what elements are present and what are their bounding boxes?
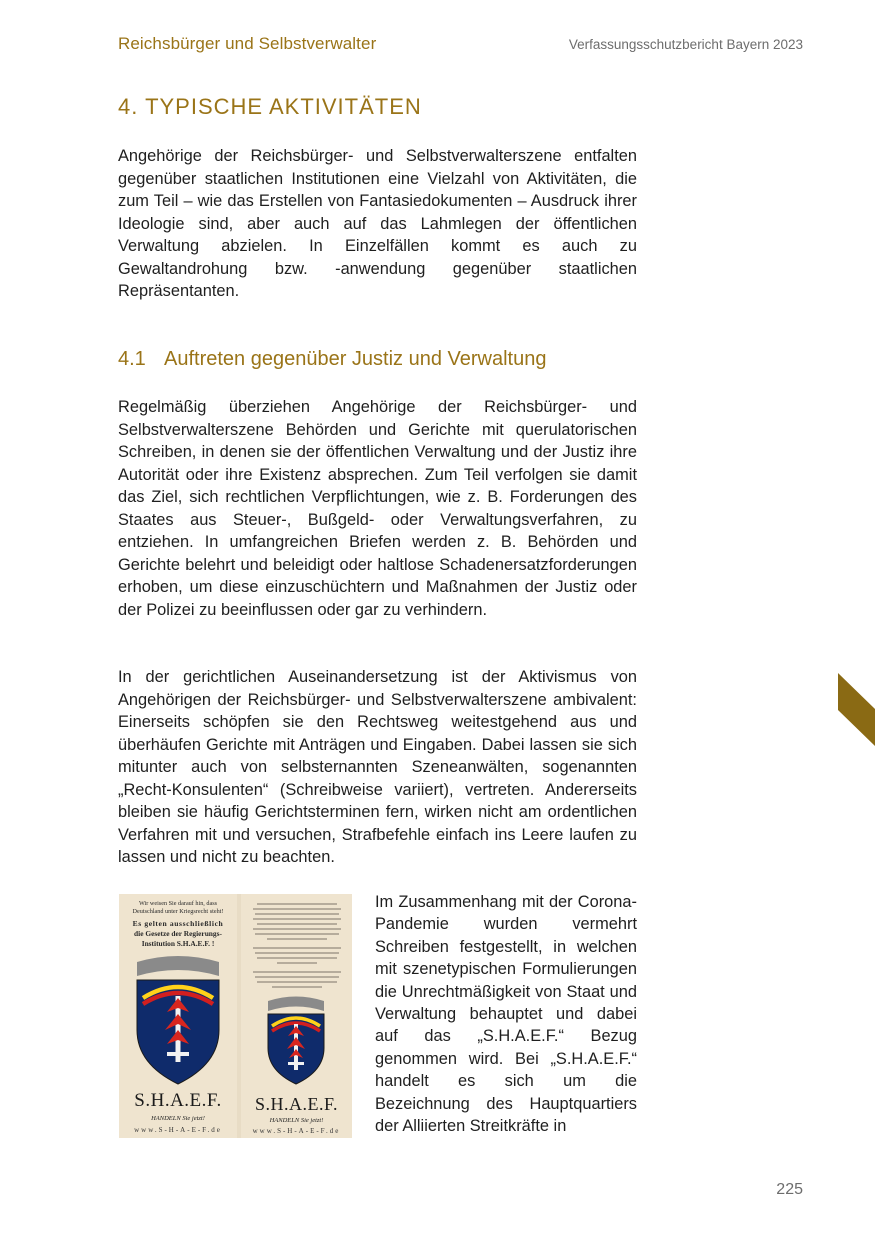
poster-line-4: die Gesetze der Regierungs- — [134, 929, 222, 938]
running-header-chapter: Reichsbürger und Selbstverwalter — [118, 34, 377, 53]
poster-line-5: Institution S.H.A.E.F. ! — [141, 939, 215, 948]
body-paragraph-3: Im Zusammenhang mit der Corona-Pandemie wurden vermehrt Schreiben festgestellt, in welchen mit szenetypischen Formulierungen die Unrechtmäßigkeit von Staat und Verwaltung behauptet und dabei auf das „S.H.A.E.F.“ Bezug genommen wird. Bei „S.H.A.E.F.“ handelt es sich um die Bezeichnung des Hauptquartiers der Alliierten Streitkräfte in — [375, 893, 637, 1136]
shaef-title-left: S.H.A.E.F. — [134, 1090, 222, 1111]
shaef-poster-left — [119, 894, 237, 1138]
section-heading — [118, 348, 546, 371]
shaef-title-right: S.H.A.E.F. — [254, 1094, 339, 1114]
shaef-website-left: www.S-H-A-E-F.de — [134, 1126, 222, 1134]
intro-paragraph: Angehörige der Reichsbürger- und Selbstverwalterszene entfalten gegenüber staatlichen Institutionen eine Vielzahl von Aktivitäten, die zum Teil – wie das Erstellen von Fantasiedokumenten – Ausdruck ihrer Ideologie sind, aber auch auf das Lahmlegen der öffentlichen Verwaltung abzielen. In Einzelfällen kommt es auch zu Gewaltandrohung bzw. -anwendung gegenüber staatlichen Repräsentanten. — [118, 147, 637, 300]
poster-line-3: Es gelten ausschließlich — [132, 919, 224, 928]
shaef-slogan-right: HANDELN Sie jetzt! — [269, 1117, 324, 1124]
shaef-slogan-left: HANDELN Sie jetzt! — [151, 1115, 205, 1122]
shaef-poster-figure — [119, 894, 352, 1138]
section-title: Auftreten gegenüber Justiz und Verwaltung — [164, 348, 547, 370]
body-paragraph-2: In der gerichtlichen Auseinandersetzung ist der Aktivismus von Angehörigen der Reichsbürger- und Selbstverwalterszene ambivalent: Einerseits schöpfen sie den Rechtsweg weitestgehend aus und überhäufen Gerichte mit Anträgen und Eingaben. Dabei lassen sie sich mitunter auch von selbsternannten Szeneanwälten, sogenannten „Recht-Konsulenten“ (Schreibweise variiert), vertreten. Andererseits bleiben sie häufig Gerichtsterminen fern, wirken nicht am ordentlichen Verfahren mit und versuchen, Strafbefehle einfach ins Leere laufen zu lassen und nicht zu beachten. — [118, 668, 637, 866]
poster-small-print — [247, 900, 347, 990]
poster-line-1: Wir weisen Sie darauf hin, dass — [138, 900, 218, 907]
chapter-tab-marker — [838, 673, 875, 746]
shaef-website-right: www.S-H-A-E-F.de — [252, 1127, 341, 1135]
shaef-shield-icon — [129, 952, 227, 1086]
poster-line-2: Deutschland unter Kriegsrecht steht! — [132, 908, 224, 915]
shaef-shield-small-icon — [263, 994, 329, 1086]
chapter-title: 4. TYPISCHE AKTIVITÄTEN — [118, 94, 422, 119]
page-number: 225 — [776, 1181, 803, 1198]
shaef-poster-right — [241, 894, 352, 1138]
body-paragraph-1: Regelmäßig überziehen Angehörige der Reichsbürger- und Selbstverwalterszene Behörden und Gerichte mit querulatorischen Schreiben, in denen sie der öffentlichen Verwaltung und der Justiz ihre Autorität oder ihre Existenz absprechen. Zum Teil verfolgen sie damit das Ziel, sich rechtlichen Verpflichtungen, wie z. B. Forderungen des Staates aus Steuer-, Bußgeld- oder Verwaltungsverfahren, zu entziehen. In umfangreichen Briefen werden z. B. Behörden und Gerichte belehrt und beleidigt oder haltlose Schadenersatzforderungen erhoben, um diese einzuschüchtern und Maßnahmen der Justiz oder der Polizei zu beeinflussen oder gar zu verhindern. — [118, 398, 637, 619]
section-number: 4.1 — [118, 348, 146, 370]
running-header-publication: Verfassungsschutzbericht Bayern 2023 — [568, 37, 803, 52]
